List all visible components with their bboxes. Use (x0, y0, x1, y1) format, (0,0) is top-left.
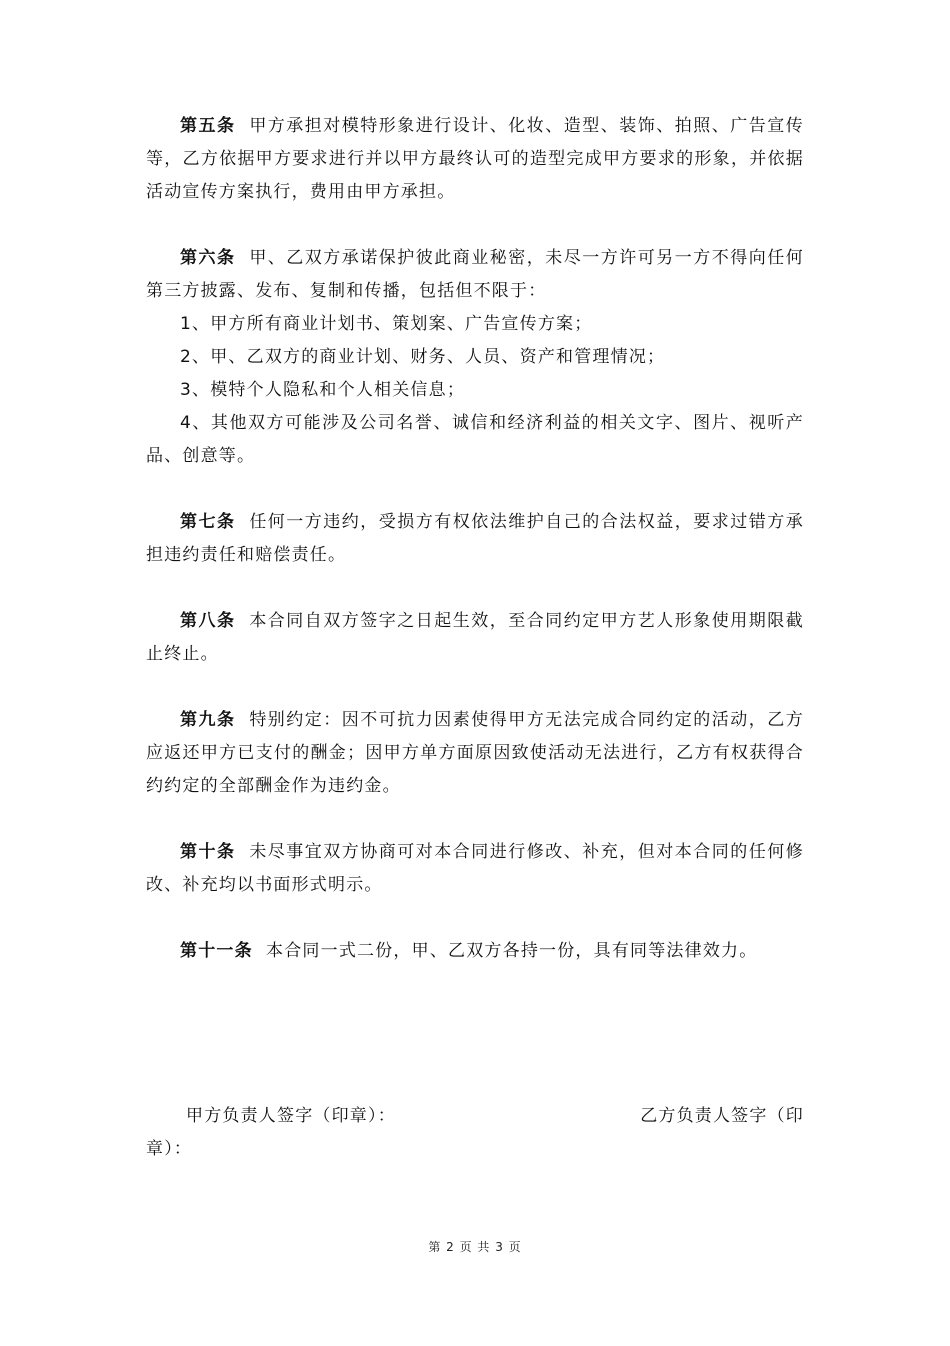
article-8-text: 本合同自双方签字之日起生效，至合同约定甲方艺人形象使用期限截止终止。 (146, 611, 804, 664)
page-number: 第 2 页 共 3 页 (428, 1240, 522, 1254)
article-9-heading: 第九条 (180, 710, 236, 730)
article-8 (146, 605, 804, 671)
article-6-item-3: 3、模特个人隐私和个人相关信息； (180, 380, 466, 400)
article-9-text: 特别约定：因不可抗力因素使得甲方无法完成合同约定的活动，乙方应返还甲方已支付的酬金；因甲方单方面原因致使活动无法进行，乙方有权获得合约约定的全部酬金作为违约金。 (146, 710, 804, 796)
contract-body (146, 110, 804, 968)
article-5-heading: 第五条 (180, 116, 236, 136)
article-6-text: 甲、乙双方承诺保护彼此商业秘密，未尽一方许可另一方不得向任何第三方披露、发布、复制和传播，包括但不限于： (146, 248, 804, 301)
article-10 (146, 836, 804, 902)
article-6-item-2: 2、甲、乙双方的商业计划、财务、人员、资产和管理情况； (180, 347, 666, 367)
article-6-item-4: 4、其他双方可能涉及公司名誉、诚信和经济利益的相关文字、图片、视听产品、创意等。 (146, 413, 804, 466)
article-5-text: 甲方承担对模特形象进行设计、化妆、造型、装饰、拍照、广告宣传等，乙方依据甲方要求进行并以甲方最终认可的造型完成甲方要求的形象，并依据活动宣传方案执行，费用由甲方承担。 (146, 116, 804, 202)
article-9 (146, 704, 804, 803)
party-b-signature-label-continued: 章）： (146, 1139, 193, 1159)
article-6-heading: 第六条 (180, 248, 236, 268)
article-8-heading: 第八条 (180, 611, 236, 631)
article-5 (146, 110, 804, 209)
party-b-signature-label: 乙方负责人签字（印 (640, 1106, 804, 1126)
article-6 (146, 242, 804, 308)
article-7-text: 任何一方违约，受损方有权依法维护自己的合法权益，要求过错方承担违约责任和赔偿责任。 (146, 512, 804, 565)
article-7-heading: 第七条 (180, 512, 236, 532)
article-6-item-1: 1、甲方所有商业计划书、策划案、广告宣传方案； (180, 314, 593, 334)
article-11-text: 本合同一式二份，甲、乙双方各持一份，具有同等法律效力。 (266, 941, 758, 961)
signature-block (146, 1100, 804, 1166)
article-11 (146, 935, 804, 968)
article-10-text: 未尽事宜双方协商可对本合同进行修改、补充，但对本合同的任何修改、补充均以书面形式明示。 (146, 842, 804, 895)
article-10-heading: 第十条 (180, 842, 236, 862)
article-11-heading: 第十一条 (180, 941, 253, 961)
article-7 (146, 506, 804, 572)
party-a-signature-label: 甲方负责人签字（印章）： (186, 1106, 396, 1126)
